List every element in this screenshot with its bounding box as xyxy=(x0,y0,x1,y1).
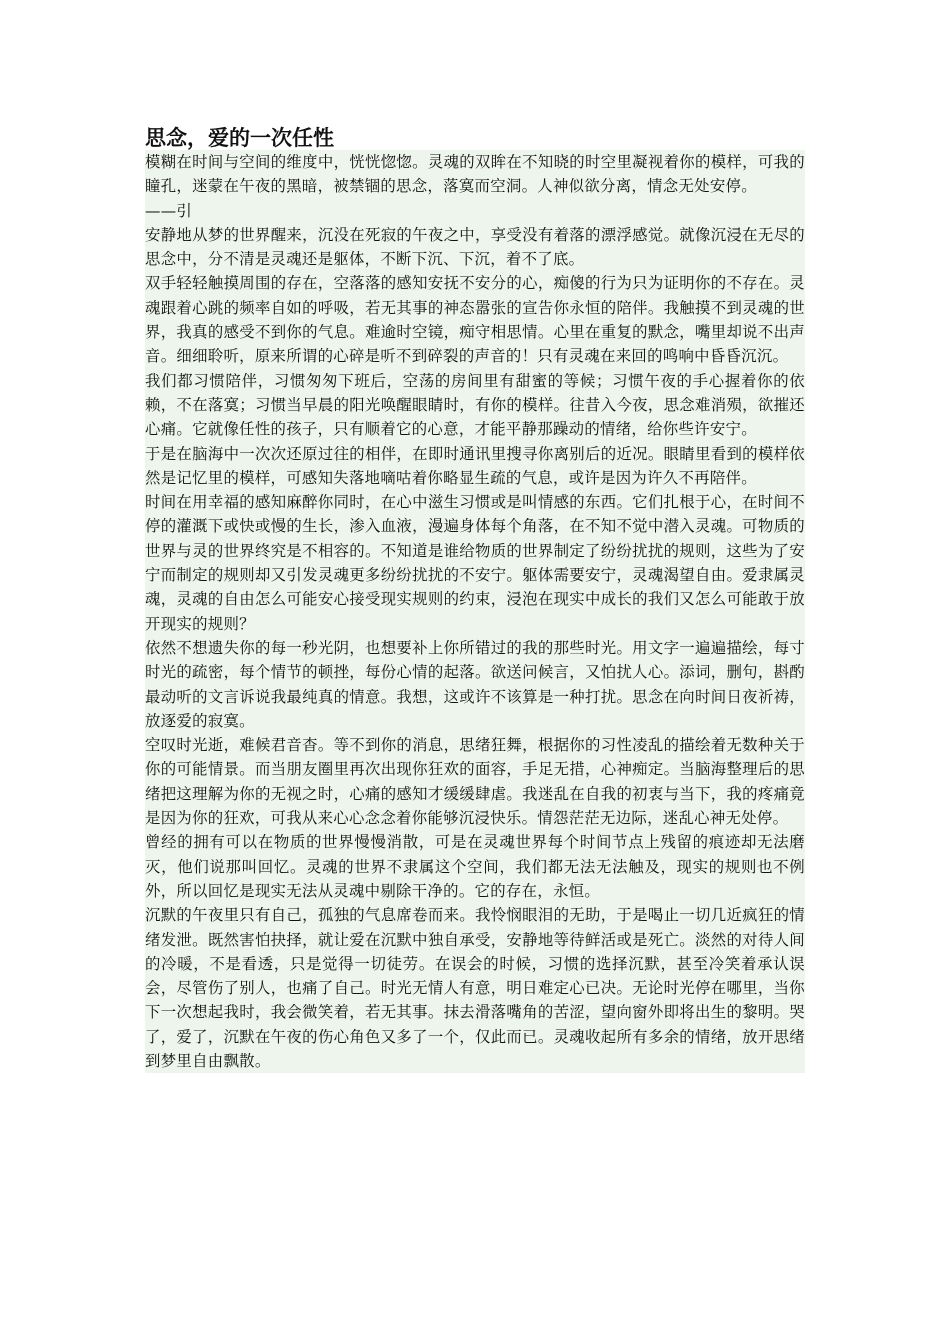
paragraph: 沉默的午夜里只有自己，孤独的气息席卷而来。我怜悯眼泪的无助，于是喝止一切几近疯狂的情绪发泄。既然害怕抉择，就让爱在沉默中独自承受，安静地等待鲜活或是死亡。淡然的对待人间的冷暖，不是看透，只是觉得一切徒劳。在误会的时候，习惯的选择沉默，甚至冷笑着承认误会，尽管伤了别人，也痛了自己。时光无情人有意，明日难定心已决。无论时光停在哪里，当你下一次想起我时，我会微笑着，若无其事。抹去滑落嘴角的苦涩，望向窗外即将出生的黎明。哭了，爱了，沉默在午夜的伤心角色又多了一个，仅此而已。灵魂收起所有多余的情绪，放开思绪到梦里自由飘散。 xyxy=(145,906,805,1070)
article-body xyxy=(145,150,805,1073)
paragraph: 模糊在时间与空间的维度中，恍恍惚惚。灵魂的双眸在不知晓的时空里凝视着你的模样，可我的瞳孔，迷蒙在午夜的黑暗，被禁锢的思念，落寞而空洞。人神似欲分离，情念无处安停。 xyxy=(145,153,805,196)
paragraph: ——引 xyxy=(145,201,193,220)
paragraph: 曾经的拥有可以在物质的世界慢慢消散，可是在灵魂世界每个时间节点上残留的痕迹却无法磨灭，他们说那叫回忆。灵魂的世界不隶属这个空间，我们都无法无法触及，现实的规则也不例外，所以回忆是现实无法从灵魂中剔除干净的。它的存在，永恒。 xyxy=(145,833,805,900)
paragraph: 于是在脑海中一次次还原过往的相伴，在即时通讯里搜寻你离别后的近况。眼睛里看到的模样依然是记忆里的模样，可感知失落地嘀咕着你略显生疏的气息，或许是因为许久不再陪伴。 xyxy=(145,444,805,487)
article-title: 思念，爱的一次任性 xyxy=(145,126,334,150)
paragraph: 空叹时光逝，难候君音杳。等不到你的消息，思绪狂舞，根据你的习性凌乱的描绘着无数种关于你的可能情景。而当朋友圈里再次出现你狂欢的面容，手足无措，心神痴定。当脑海整理后的思绪把这理解为你的无视之时，心痛的感知才缓缓肆虐。我迷乱在自我的初衷与当下，我的疼痛竟是因为你的狂欢，可我从来心心念念着你能够沉浸快乐。情怨茫茫无边际，迷乱心神无处停。 xyxy=(145,736,805,828)
paragraph: 安静地从梦的世界醒来，沉没在死寂的午夜之中，享受没有着落的漂浮感觉。就像沉浸在无尽的思念中，分不清是灵魂还是躯体，不断下沉、下沉，着不了底。 xyxy=(145,225,805,269)
paragraph: 时间在用幸福的感知麻醉你同时，在心中滋生习惯或是叫情感的东西。它们扎根于心，在时间不停的灌溉下或快或慢的生长，渗入血液，漫遍身体每个角落，在不知不觉中潜入灵魂。可物质的世界与灵的世界终究是不相容的。不知道是谁给物质的世界制定了纷纷扰扰的规则，这些为了安宁而制定的规则却又引发灵魂更多纷纷扰扰的不安宁。躯体需要安宁，灵魂渴望自由。爱隶属灵魂，灵魂的自由怎么可能安心接受现实规则的约束，浸泡在现实中成长的我们又怎么可能敢于放开现实的规则？ xyxy=(145,493,805,633)
paragraph: 双手轻轻触摸周围的存在，空落落的感知安抚不安分的心，痴傻的行为只为证明你的不存在。灵魂跟着心跳的频率自如的呼吸，若无其事的神态嚣张的宣告你永恒的陪伴。我触摸不到灵魂的世界，我真的感受不到你的气息。难逾时空镜，痴守相思情。心里在重复的默念，嘴里却说不出声音。细细聆听，原来所谓的心碎是听不到碎裂的声音的！只有灵魂在来回的鸣响中昏昏沉沉。 xyxy=(145,274,805,366)
paragraph: 我们都习惯陪伴，习惯匆匆下班后，空荡的房间里有甜蜜的等候；习惯午夜的手心握着你的依赖，不在落寞；习惯当早晨的阳光唤醒眼睛时，有你的模样。往昔入今夜，思念难消殒，欲摧还心痛。它就像任性的孩子，只有顺着它的心意，才能平静那躁动的情绪，给你些许安宁。 xyxy=(145,371,805,439)
paragraph: 依然不想遗失你的每一秒光阴，也想要补上你所错过的我的那些时光。用文字一遍遍描绘，每寸时光的疏密，每个情节的顿挫，每份心情的起落。欲送问候言，又怕扰人心。添词，删句，斟酌最动听的文言诉说我最纯真的情意。我想，这或许不该算是一种打扰。思念在向时间日夜祈祷，放逐爱的寂寞。 xyxy=(145,638,805,730)
